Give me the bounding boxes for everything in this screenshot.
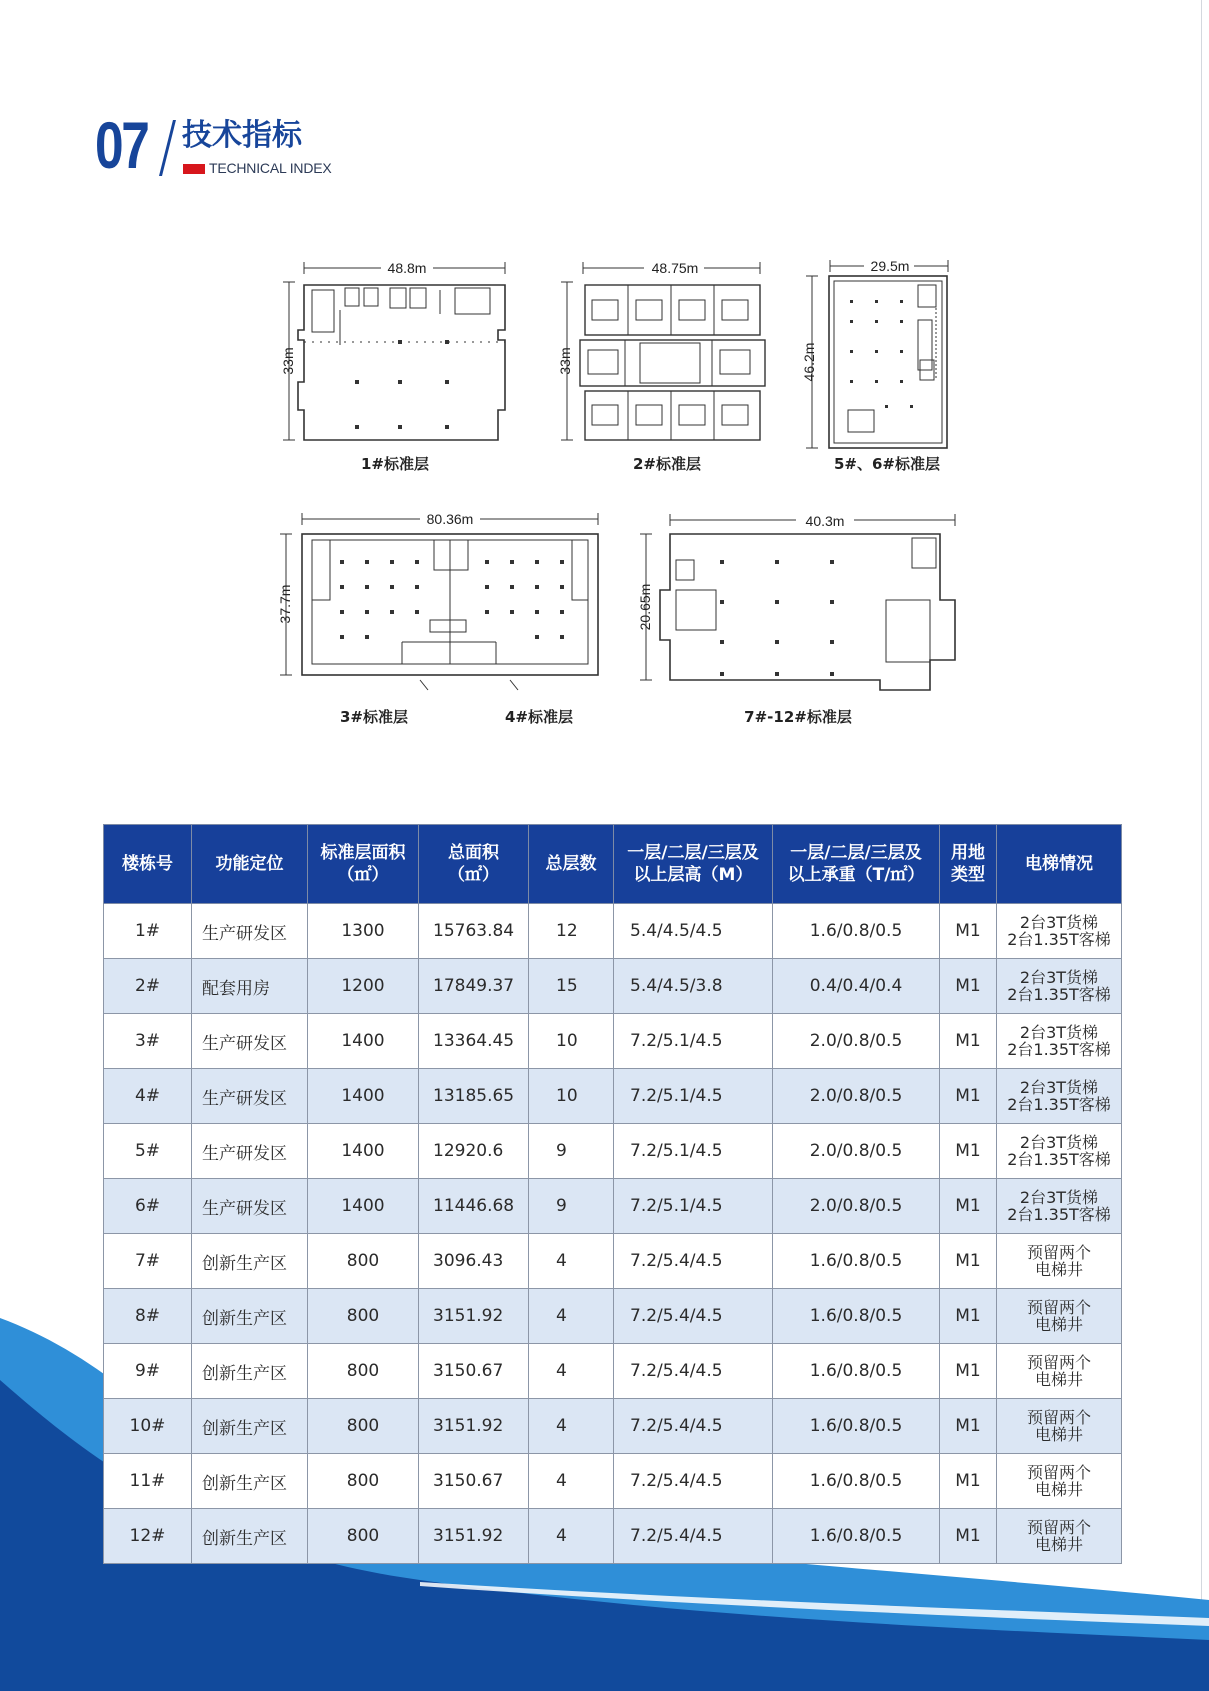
cell-building: 4# <box>104 1069 192 1124</box>
cell-std-area: 1400 <box>308 1124 419 1179</box>
cell-std-area: 800 <box>308 1509 419 1564</box>
plan-3-4-width: 80.36m <box>426 511 474 527</box>
cell-function: 创新生产区 <box>192 1509 308 1564</box>
cell-function: 创新生产区 <box>192 1344 308 1399</box>
cell-building: 12# <box>104 1509 192 1564</box>
table-row <box>104 1069 1122 1124</box>
cell-floors: 9 <box>529 1124 614 1179</box>
cell-function: 生产研发区 <box>192 1069 308 1124</box>
elevator-line: 2台1.35T客梯 <box>1007 1040 1111 1059</box>
cell-load: 1.6/0.8/0.5 <box>773 1234 940 1289</box>
plan-7-12-label: 7#-12#标准层 <box>744 708 852 726</box>
cell-total-area: 3150.67 <box>419 1344 529 1399</box>
cell-building: 7# <box>104 1234 192 1289</box>
elevator-line: 电梯井 <box>1034 1480 1083 1499</box>
cell-total-area: 3151.92 <box>419 1289 529 1344</box>
cell-elevator <box>997 1454 1122 1509</box>
elevator-line: 2台3T货梯 <box>1019 1133 1099 1152</box>
cell-land: M1 <box>940 1124 997 1179</box>
elevator-line: 预留两个 <box>1026 1243 1091 1262</box>
cell-std-area: 800 <box>308 1399 419 1454</box>
cell-total-area: 3150.67 <box>419 1454 529 1509</box>
table-row <box>104 904 1122 959</box>
elevator-line: 2台1.35T客梯 <box>1007 1150 1111 1169</box>
elevator-line: 2台1.35T客梯 <box>1007 985 1111 1004</box>
cell-elevator <box>997 1509 1122 1564</box>
cell-function: 配套用房 <box>192 959 308 1014</box>
table-row <box>104 1399 1122 1454</box>
cell-total-area: 12920.6 <box>419 1124 529 1179</box>
cell-elevator <box>997 1289 1122 1344</box>
cell-height: 5.4/4.5/4.5 <box>614 904 773 959</box>
plan-3-4-drawing <box>280 513 598 690</box>
table-row <box>104 1234 1122 1289</box>
cell-function: 创新生产区 <box>192 1289 308 1344</box>
cell-total-area: 13185.65 <box>419 1069 529 1124</box>
cell-std-area: 800 <box>308 1454 419 1509</box>
cell-building: 1# <box>104 904 192 959</box>
plan-5-6-drawing <box>806 260 948 448</box>
cell-load: 1.6/0.8/0.5 <box>773 1289 940 1344</box>
elevator-line: 2台3T货梯 <box>1019 1023 1099 1042</box>
cell-std-area: 800 <box>308 1234 419 1289</box>
cell-height: 7.2/5.4/4.5 <box>614 1234 773 1289</box>
cell-function: 生产研发区 <box>192 1179 308 1234</box>
cell-land: M1 <box>940 959 997 1014</box>
col-header-elevator: 电梯情况 <box>997 825 1122 904</box>
cell-building: 9# <box>104 1344 192 1399</box>
cell-building: 2# <box>104 959 192 1014</box>
cell-load: 2.0/0.8/0.5 <box>773 1069 940 1124</box>
cell-building: 10# <box>104 1399 192 1454</box>
cell-load: 1.6/0.8/0.5 <box>773 1399 940 1454</box>
cell-floors: 4 <box>529 1454 614 1509</box>
cell-height: 7.2/5.1/4.5 <box>614 1179 773 1234</box>
cell-building: 3# <box>104 1014 192 1069</box>
cell-load: 2.0/0.8/0.5 <box>773 1124 940 1179</box>
cell-land: M1 <box>940 1344 997 1399</box>
cell-height: 7.2/5.4/4.5 <box>614 1289 773 1344</box>
cell-land: M1 <box>940 1179 997 1234</box>
table-row <box>104 1344 1122 1399</box>
plan-1-drawing <box>283 262 505 440</box>
table-header-row <box>104 825 1122 904</box>
cell-std-area: 1400 <box>308 1069 419 1124</box>
col-header-height: 一层/二层/三层及 以上层高（M） <box>614 825 773 904</box>
cell-load: 1.6/0.8/0.5 <box>773 1454 940 1509</box>
elevator-line: 预留两个 <box>1026 1298 1091 1317</box>
cell-floors: 4 <box>529 1344 614 1399</box>
cell-elevator <box>997 904 1122 959</box>
plan-1-height: 33m <box>280 347 296 375</box>
elevator-line: 2台1.35T客梯 <box>1007 1205 1111 1224</box>
table-row <box>104 959 1122 1014</box>
table-row <box>104 1179 1122 1234</box>
cell-elevator <box>997 1014 1122 1069</box>
cell-height: 7.2/5.4/4.5 <box>614 1399 773 1454</box>
cell-total-area: 3096.43 <box>419 1234 529 1289</box>
col-header-total-area: 总面积 （㎡） <box>419 825 529 904</box>
col-header-load: 一层/二层/三层及 以上承重（T/㎡） <box>773 825 940 904</box>
cell-land: M1 <box>940 904 997 959</box>
table-row <box>104 1509 1122 1564</box>
elevator-line: 预留两个 <box>1026 1463 1091 1482</box>
cell-load: 1.6/0.8/0.5 <box>773 1509 940 1564</box>
elevator-line: 2台1.35T客梯 <box>1007 1095 1111 1114</box>
cell-elevator <box>997 1124 1122 1179</box>
plan-7-12-height: 20.65m <box>637 583 653 631</box>
cell-function: 生产研发区 <box>192 1014 308 1069</box>
plan-1-label: 1#标准层 <box>360 455 430 473</box>
elevator-line: 电梯井 <box>1034 1260 1083 1279</box>
cell-land: M1 <box>940 1509 997 1564</box>
cell-std-area: 800 <box>308 1344 419 1399</box>
cell-floors: 9 <box>529 1179 614 1234</box>
plan-7-12-width: 40.3m <box>805 513 845 529</box>
cell-floors: 10 <box>529 1014 614 1069</box>
cell-total-area: 15763.84 <box>419 904 529 959</box>
elevator-line: 预留两个 <box>1026 1518 1091 1537</box>
cell-function: 生产研发区 <box>192 1124 308 1179</box>
cell-floors: 4 <box>529 1509 614 1564</box>
elevator-line: 2台3T货梯 <box>1019 913 1099 932</box>
cell-height: 7.2/5.1/4.5 <box>614 1069 773 1124</box>
cell-total-area: 17849.37 <box>419 959 529 1014</box>
cell-function: 生产研发区 <box>192 904 308 959</box>
cell-building: 5# <box>104 1124 192 1179</box>
cell-elevator <box>997 1069 1122 1124</box>
cell-height: 7.2/5.1/4.5 <box>614 1014 773 1069</box>
col-header-building: 楼栋号 <box>104 825 192 904</box>
cell-height: 7.2/5.4/4.5 <box>614 1344 773 1399</box>
cell-function: 创新生产区 <box>192 1454 308 1509</box>
cell-load: 2.0/0.8/0.5 <box>773 1014 940 1069</box>
technical-index-table <box>103 824 1121 1564</box>
cell-total-area: 3151.92 <box>419 1399 529 1454</box>
elevator-line: 2台3T货梯 <box>1019 1188 1099 1207</box>
cell-height: 7.2/5.4/4.5 <box>614 1454 773 1509</box>
cell-total-area: 3151.92 <box>419 1509 529 1564</box>
col-header-function: 功能定位 <box>192 825 308 904</box>
plan-2-drawing <box>561 262 765 440</box>
cell-elevator <box>997 1179 1122 1234</box>
elevator-line: 电梯井 <box>1034 1535 1083 1554</box>
cell-load: 1.6/0.8/0.5 <box>773 1344 940 1399</box>
cell-building: 11# <box>104 1454 192 1509</box>
cell-land: M1 <box>940 1454 997 1509</box>
plan-3-label: 3#标准层 <box>339 708 409 726</box>
cell-load: 0.4/0.4/0.4 <box>773 959 940 1014</box>
cell-land: M1 <box>940 1399 997 1454</box>
cell-function: 创新生产区 <box>192 1399 308 1454</box>
cell-land: M1 <box>940 1014 997 1069</box>
elevator-line: 2台3T货梯 <box>1019 968 1099 987</box>
cell-elevator <box>997 1344 1122 1399</box>
cell-height: 7.2/5.1/4.5 <box>614 1124 773 1179</box>
cell-std-area: 800 <box>308 1289 419 1344</box>
cell-elevator <box>997 1234 1122 1289</box>
table-row <box>104 1289 1122 1344</box>
col-header-land: 用地 类型 <box>940 825 997 904</box>
cell-floors: 4 <box>529 1234 614 1289</box>
cell-std-area: 1400 <box>308 1179 419 1234</box>
cell-floors: 10 <box>529 1069 614 1124</box>
plan-2-height: 33m <box>557 347 573 375</box>
cell-std-area: 1200 <box>308 959 419 1014</box>
plan-2-label: 2#标准层 <box>632 455 702 473</box>
elevator-line: 电梯井 <box>1034 1315 1083 1334</box>
plan-5-6-height: 46.2m <box>801 342 817 382</box>
section-title: 技术指标 <box>182 118 302 153</box>
cell-load: 2.0/0.8/0.5 <box>773 1179 940 1234</box>
cell-floors: 4 <box>529 1289 614 1344</box>
cell-land: M1 <box>940 1069 997 1124</box>
cell-building: 8# <box>104 1289 192 1344</box>
cell-building: 6# <box>104 1179 192 1234</box>
plan-5-6-width: 29.5m <box>870 258 910 274</box>
elevator-line: 电梯井 <box>1034 1425 1083 1444</box>
cell-function: 创新生产区 <box>192 1234 308 1289</box>
plan-2-width: 48.75m <box>651 260 699 276</box>
elevator-line: 预留两个 <box>1026 1353 1091 1372</box>
cell-total-area: 13364.45 <box>419 1014 529 1069</box>
cell-elevator <box>997 959 1122 1014</box>
col-header-std-area: 标准层面积 （㎡） <box>308 825 419 904</box>
elevator-line: 电梯井 <box>1034 1370 1083 1389</box>
cell-floors: 15 <box>529 959 614 1014</box>
cell-total-area: 11446.68 <box>419 1179 529 1234</box>
cell-height: 7.2/5.4/4.5 <box>614 1509 773 1564</box>
plan-4-label: 4#标准层 <box>504 708 574 726</box>
section-subtitle: TECHNICAL INDEX <box>209 160 332 176</box>
cell-floors: 12 <box>529 904 614 959</box>
cell-elevator <box>997 1399 1122 1454</box>
elevator-line: 2台1.35T客梯 <box>1007 930 1111 949</box>
floor-plans <box>0 0 1209 740</box>
table-row <box>104 1014 1122 1069</box>
cell-land: M1 <box>940 1234 997 1289</box>
cell-std-area: 1300 <box>308 904 419 959</box>
elevator-line: 预留两个 <box>1026 1408 1091 1427</box>
section-number: 07 <box>95 108 148 182</box>
cell-floors: 4 <box>529 1399 614 1454</box>
cell-std-area: 1400 <box>308 1014 419 1069</box>
elevator-line: 2台3T货梯 <box>1019 1078 1099 1097</box>
table-row <box>104 1454 1122 1509</box>
plan-3-4-height: 37.7m <box>277 584 293 624</box>
col-header-floors: 总层数 <box>529 825 614 904</box>
plan-5-6-label: 5#、6#标准层 <box>833 455 941 473</box>
table-row <box>104 1124 1122 1179</box>
plan-1-width: 48.8m <box>387 260 427 276</box>
plan-7-12-drawing <box>640 514 955 690</box>
cell-height: 5.4/4.5/3.8 <box>614 959 773 1014</box>
cell-load: 1.6/0.8/0.5 <box>773 904 940 959</box>
cell-land: M1 <box>940 1289 997 1344</box>
